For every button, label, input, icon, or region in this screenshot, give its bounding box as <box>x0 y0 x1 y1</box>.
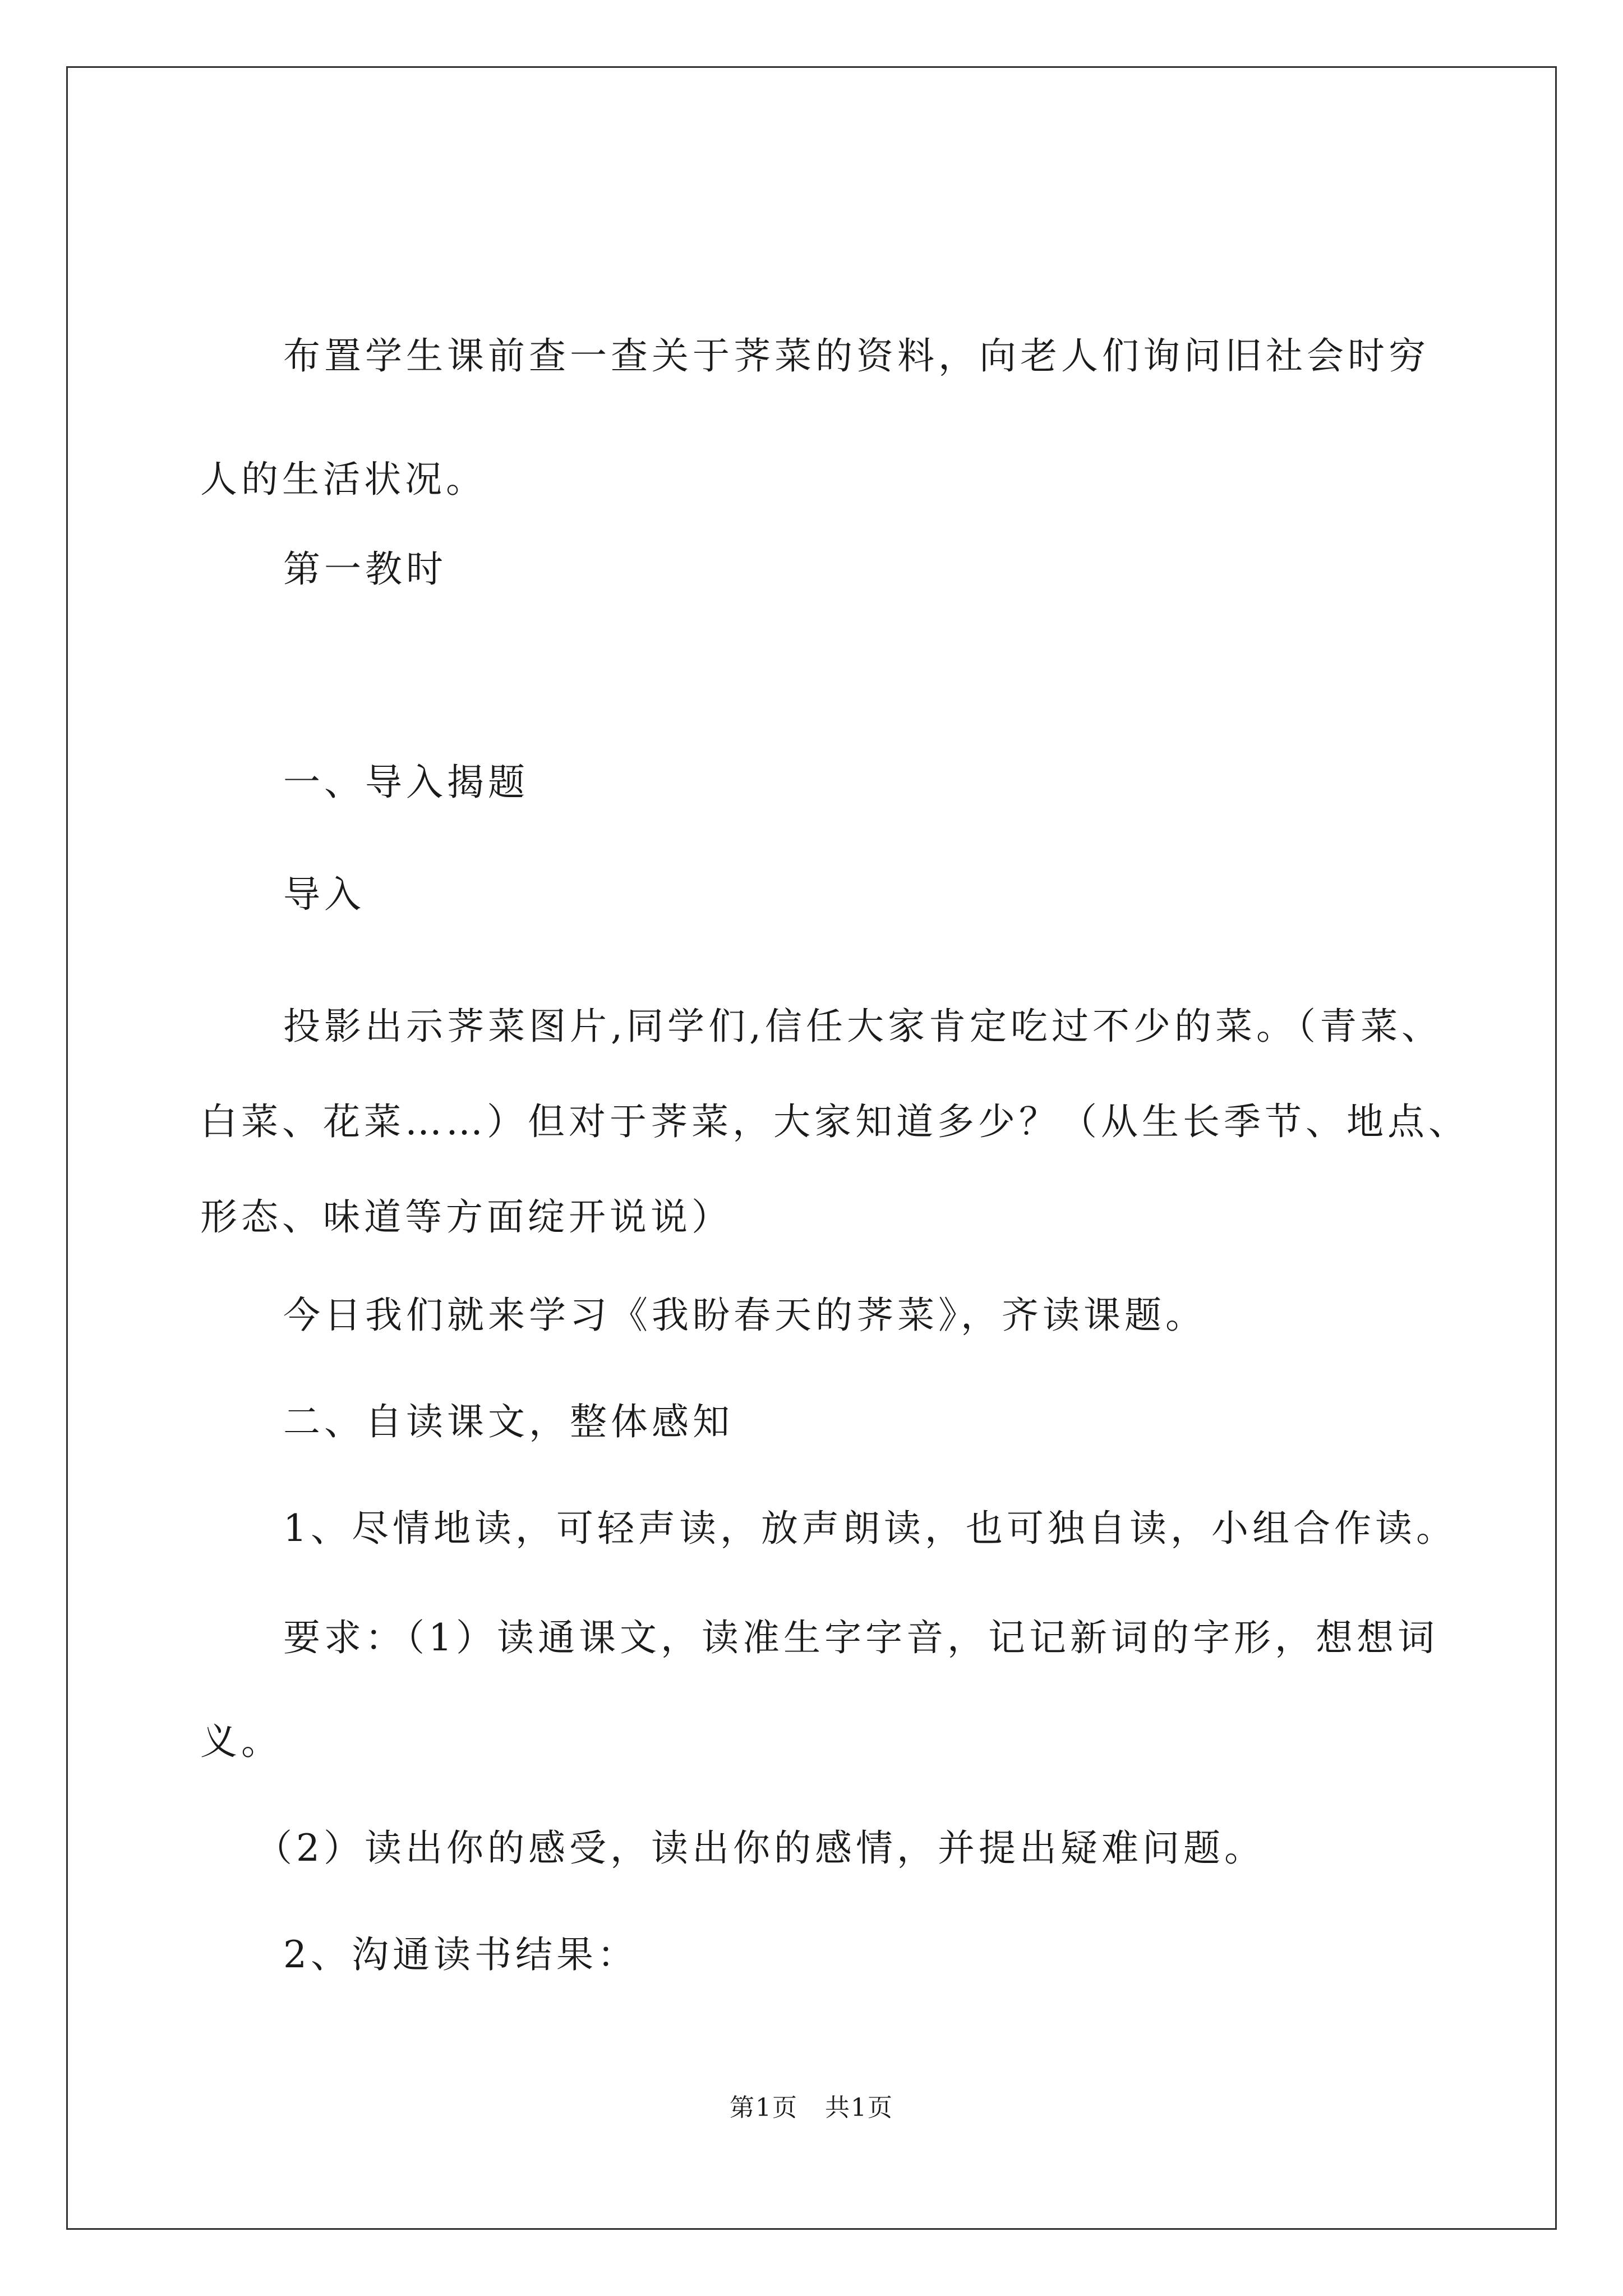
page-footer <box>0 2092 1623 2124</box>
paragraph-line: 2、沟通读书结果： <box>283 1933 638 1976</box>
paragraph-line: 人的生活状况。 <box>200 458 487 501</box>
paragraph-line: 1、尽情地读，可轻声读，放声朗读，也可独自读，小组合作读。 <box>283 1507 1457 1550</box>
paragraph-line: （2）读出你的感受，读出你的感情，并提出疑难问题。 <box>255 1826 1265 1870</box>
section-heading: 第一教时 <box>283 547 447 591</box>
paragraph-line: 白菜、花菜……）但对于荠菜，大家知道多少？（从生长季节、地点、 <box>200 1100 1469 1143</box>
paragraph-line: 形态、味道等方面绽开说说） <box>200 1195 732 1239</box>
paragraph-line: 布置学生课前查一查关于荠菜的资料，向老人们询问旧社会时穷 <box>283 334 1430 378</box>
subsection-heading: 导入 <box>283 873 365 916</box>
paragraph-line: 义。 <box>200 1720 282 1763</box>
paragraph-line: 投影出示荠菜图片,同学们,信任大家肯定吃过不少的菜。（青菜、 <box>283 1005 1442 1048</box>
paragraph-line: 要求：（1）读通课文，读准生字字音，记记新词的字形，想想词 <box>283 1616 1438 1659</box>
paragraph-line: 今日我们就来学习《我盼春天的荠菜》，齐读课题。 <box>283 1294 1206 1337</box>
section-heading: 一、导入揭题 <box>283 761 529 804</box>
section-heading: 二、自读课文，整体感知 <box>283 1400 734 1443</box>
page-number: 第1页 <box>730 2093 799 2122</box>
page-total: 共1页 <box>824 2093 893 2122</box>
